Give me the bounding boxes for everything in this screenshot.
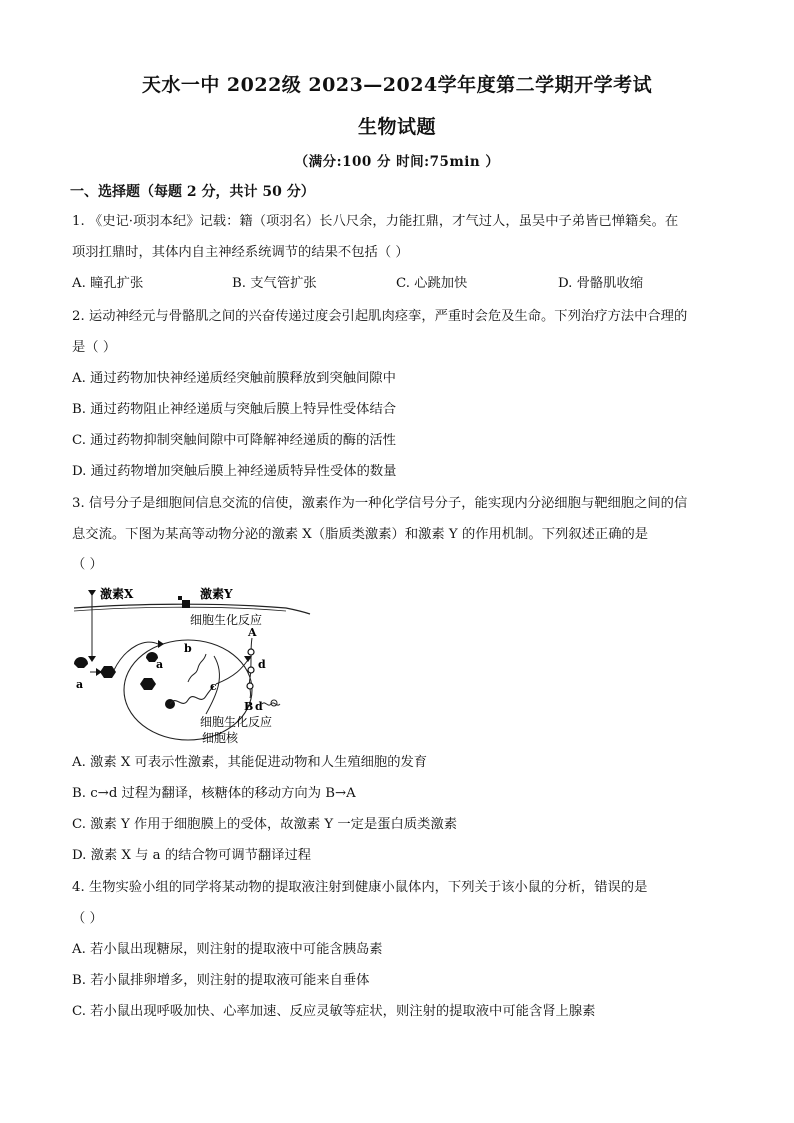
q1-option-b: B. 支气管扩张 [232, 276, 317, 291]
q3-option-a: A. 激素 X 可表示性激素，其能促进动物和人生殖细胞的发育 [72, 755, 428, 770]
reaction-label-bottom: 细胞生化反应 [200, 715, 273, 729]
exam-title: 天水一中 2022级 2023—2024学年度第二学期开学考试 [141, 74, 653, 96]
label-B: B [244, 700, 254, 713]
q3-option-c: C. 激素 Y 作用于细胞膜上的受体，故激素 Y 一定是蛋白质类激素 [72, 817, 458, 832]
label-d-upper: d [258, 658, 266, 671]
label-c: c [210, 680, 217, 693]
hormone-receptor-complex [100, 666, 116, 678]
q4-option-c: C. 若小鼠出现呼吸加快、心率加速、反应灵敏等症状，则注射的提取液中可能含肾上腺素 [72, 1004, 596, 1019]
label-a-outer: a [76, 678, 84, 691]
receptor-a-outer [74, 657, 88, 668]
q3-stem-line3: （ ） [72, 557, 103, 572]
ribosome-2 [248, 667, 254, 673]
score-time-info: （满分:100 分 时间:75min ） [294, 154, 500, 170]
q4-stem-line2: （ ） [72, 911, 103, 926]
q3-stem-line2: 息交流。下图为某高等动物分泌的激素 X（脂质类激素）和激素 Y 的作用机制。下列叙述正确的是 [72, 527, 649, 542]
hormone-y-label: 激素Y [200, 587, 233, 601]
section-heading: 一、选择题（每题 2 分，共计 50 分） [70, 184, 315, 200]
q1-stem-line1: 1. 《史记·项羽本纪》记载：籍（项羽名）长八尺余，力能扛鼎，才气过人，虽吴中子弟皆已惮籍矣。在 [72, 214, 679, 229]
q1-option-d: D. 骨骼肌收缩 [558, 276, 644, 291]
hormone-y-receptor [182, 600, 190, 608]
q2-stem-line2: 是（ ） [72, 340, 117, 355]
ribosome-1 [248, 649, 254, 655]
label-a-inner: a [156, 658, 164, 671]
dna-coil [170, 686, 214, 704]
reaction-label-top: 细胞生化反应 [190, 613, 263, 627]
hormone-x-marker [88, 590, 96, 596]
arrow-head [158, 640, 164, 648]
q1-stem-line2: 项羽扛鼎时，其体内自主神经系统调节的结果不包括（ ） [72, 245, 409, 260]
q2-option-a: A. 通过药物加快神经递质经突触前膜释放到突触间隙中 [72, 371, 396, 386]
q3-option-b: B. c→d 过程为翻译，核糖体的移动方向为 B→A [72, 786, 356, 801]
hormone-mechanism-figure [66, 586, 316, 746]
subject-title: 生物试题 [357, 116, 436, 138]
q4-stem-line1: 4. 生物实验小组的同学将某动物的提取液注射到健康小鼠体内，下列关于该小鼠的分析，错误的是 [72, 880, 648, 895]
q2-option-c: C. 通过药物抑制突触间隙中可降解神经递质的酶的活性 [72, 433, 396, 448]
hormone-x-label: 激素X [100, 587, 134, 601]
label-d-lower: d [255, 700, 263, 713]
q1-option-a: A. 瞳孔扩张 [72, 276, 144, 291]
complex-in-nucleus [140, 678, 156, 690]
arrow-head [88, 656, 96, 662]
b-strand [188, 654, 206, 682]
hormone-y-marker [178, 596, 182, 600]
q4-option-b: B. 若小鼠排卵增多，则注射的提取液可能来自垂体 [72, 973, 370, 988]
q2-stem-line1: 2. 运动神经元与骨骼肌之间的兴奋传递过度会引起肌肉痉挛，严重时会危及生命。下列治疗方法中合理的 [72, 309, 688, 324]
q3-stem-line1: 3. 信号分子是细胞间信息交流的信使，激素作为一种化学信号分子，能实现内分泌细胞与靶细胞之间的信 [72, 496, 688, 511]
q1-option-c: C. 心跳加快 [396, 276, 468, 291]
nucleus-label: 细胞核 [202, 731, 239, 745]
cell-membrane-inner [74, 607, 286, 611]
q2-option-b: B. 通过药物阻止神经递质与突触后膜上特异性受体结合 [72, 402, 397, 417]
label-b: b [184, 642, 192, 655]
label-A: A [248, 626, 257, 639]
ribosome-3 [247, 683, 253, 689]
q4-option-a: A. 若小鼠出现糖尿，则注射的提取液中可能含胰岛素 [72, 942, 383, 957]
q2-option-d: D. 通过药物增加突触后膜上神经递质特异性受体的数量 [72, 464, 397, 479]
q3-option-d: D. 激素 X 与 a 的结合物可调节翻译过程 [72, 848, 312, 863]
